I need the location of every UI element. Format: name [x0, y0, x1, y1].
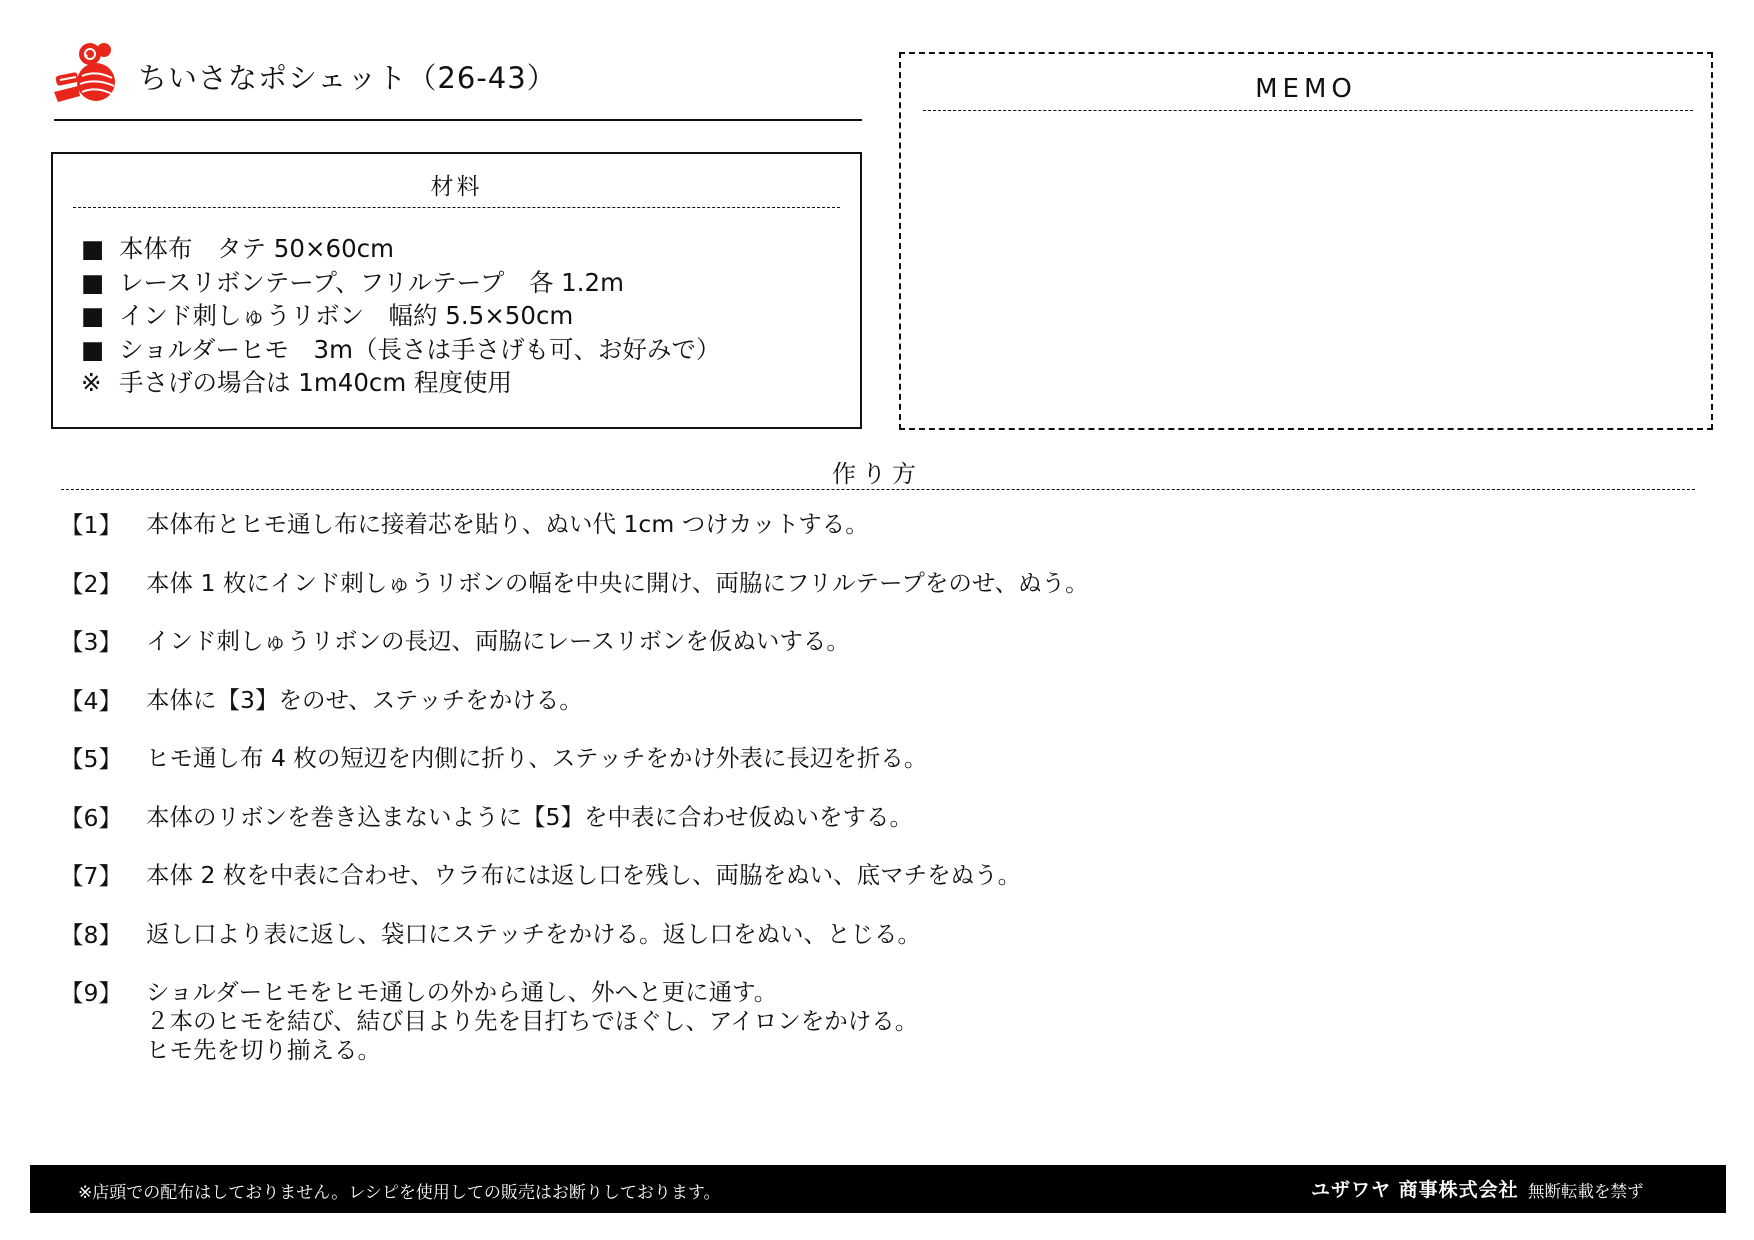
step-number: 【1】 [60, 511, 122, 539]
memo-box [899, 52, 1713, 430]
materials-item [81, 232, 860, 266]
step-4 [60, 686, 1089, 745]
step-number: 【6】 [60, 803, 122, 832]
step-number: 【3】 [60, 628, 122, 656]
materials-item-text: ショルダーヒモ 3m（長さは手さげも可、お好みで） [119, 334, 721, 364]
step-text: 本体に【3】をのせ、ステッチをかける。 [146, 685, 583, 714]
materials-note [81, 366, 860, 400]
method-divider [61, 489, 1695, 490]
materials-item [81, 333, 860, 367]
step-2 [60, 569, 1089, 628]
square-bullet-icon: ■ [81, 234, 105, 263]
company-name: ユザワヤ 商事株式会社 [1311, 1179, 1519, 1201]
step-3 [60, 627, 1089, 686]
square-bullet-icon: ■ [81, 301, 105, 330]
step-number: 【4】 [60, 686, 122, 715]
step-number: 【5】 [60, 745, 122, 773]
method-steps [60, 510, 1089, 1065]
materials-note-text: 手さげの場合は 1m40cm 程度使用 [119, 368, 513, 397]
materials-item-text: レースリボンテープ、フリルテープ 各 1.2m [119, 267, 624, 297]
step-8 [60, 920, 1089, 979]
materials-item-text: 本体布 タテ 50×60cm [119, 234, 395, 263]
step-text: ショルダーヒモをヒモ通しの外から通し、外へと更に通す。 ２本のヒモを結び、結び目より先を目打ちでほぐし、アイロンをかける。 ヒモ先を切り揃える。 [146, 978, 919, 1064]
step-number: 【9】 [60, 979, 122, 1007]
step-7 [60, 861, 1089, 920]
title-underline [54, 119, 862, 121]
step-6 [60, 803, 1089, 862]
materials-heading: 材料 [430, 174, 483, 200]
step-text: 本体 2 枚を中表に合わせ、ウラ布には返し口を残し、両脇をぬい、底マチをぬう。 [146, 861, 1022, 889]
materials-item [81, 266, 860, 300]
materials-box [51, 152, 862, 429]
step-number: 【2】 [60, 569, 122, 598]
step-text: ヒモ通し布 4 枚の短辺を内側に折り、ステッチをかけ外表に長辺を折る。 [146, 744, 928, 772]
square-bullet-icon: ■ [81, 267, 105, 297]
memo-heading: MEMO [1255, 74, 1357, 104]
step-5 [60, 744, 1089, 803]
step-1 [60, 510, 1089, 569]
page-title: ちいさなポシェット（26-43） [138, 61, 557, 95]
step-number: 【8】 [60, 920, 122, 949]
step-text: 本体のリボンを巻き込まないように【5】を中表に合わせ仮ぬいをする。 [146, 802, 913, 831]
footer-notice: ※店頭での配布はしておりません。レシピを使用しての販売はお断りしております。 [78, 1183, 721, 1203]
footer-bar [30, 1165, 1726, 1213]
materials-divider [73, 207, 840, 208]
materials-list [81, 232, 860, 400]
square-bullet-icon: ■ [81, 334, 105, 364]
copyright-notice: 無断転載を禁ず [1528, 1182, 1644, 1201]
materials-item-text: インド刺しゅうリボン 幅約 5.5×50cm [119, 301, 574, 330]
materials-item [81, 299, 860, 333]
step-text: 返し口より表に返し、袋口にステッチをかける。返し口をぬい、とじる。 [146, 919, 922, 948]
ram-mascot-logo-icon [52, 40, 124, 110]
method-heading: 作り方 [832, 460, 922, 488]
reference-mark-icon: ※ [81, 368, 102, 397]
step-9 [60, 978, 1089, 1065]
step-text: 本体布とヒモ通し布に接着芯を貼り、ぬい代 1cm つけカットする。 [146, 510, 869, 538]
step-text: 本体 1 枚にインド刺しゅうリボンの幅を中央に開け、両脇にフリルテープをのせ、ぬう。 [146, 568, 1089, 597]
step-number: 【7】 [60, 862, 122, 890]
memo-divider [923, 110, 1693, 111]
step-text: インド刺しゅうリボンの長辺、両脇にレースリボンを仮ぬいする。 [146, 627, 850, 655]
